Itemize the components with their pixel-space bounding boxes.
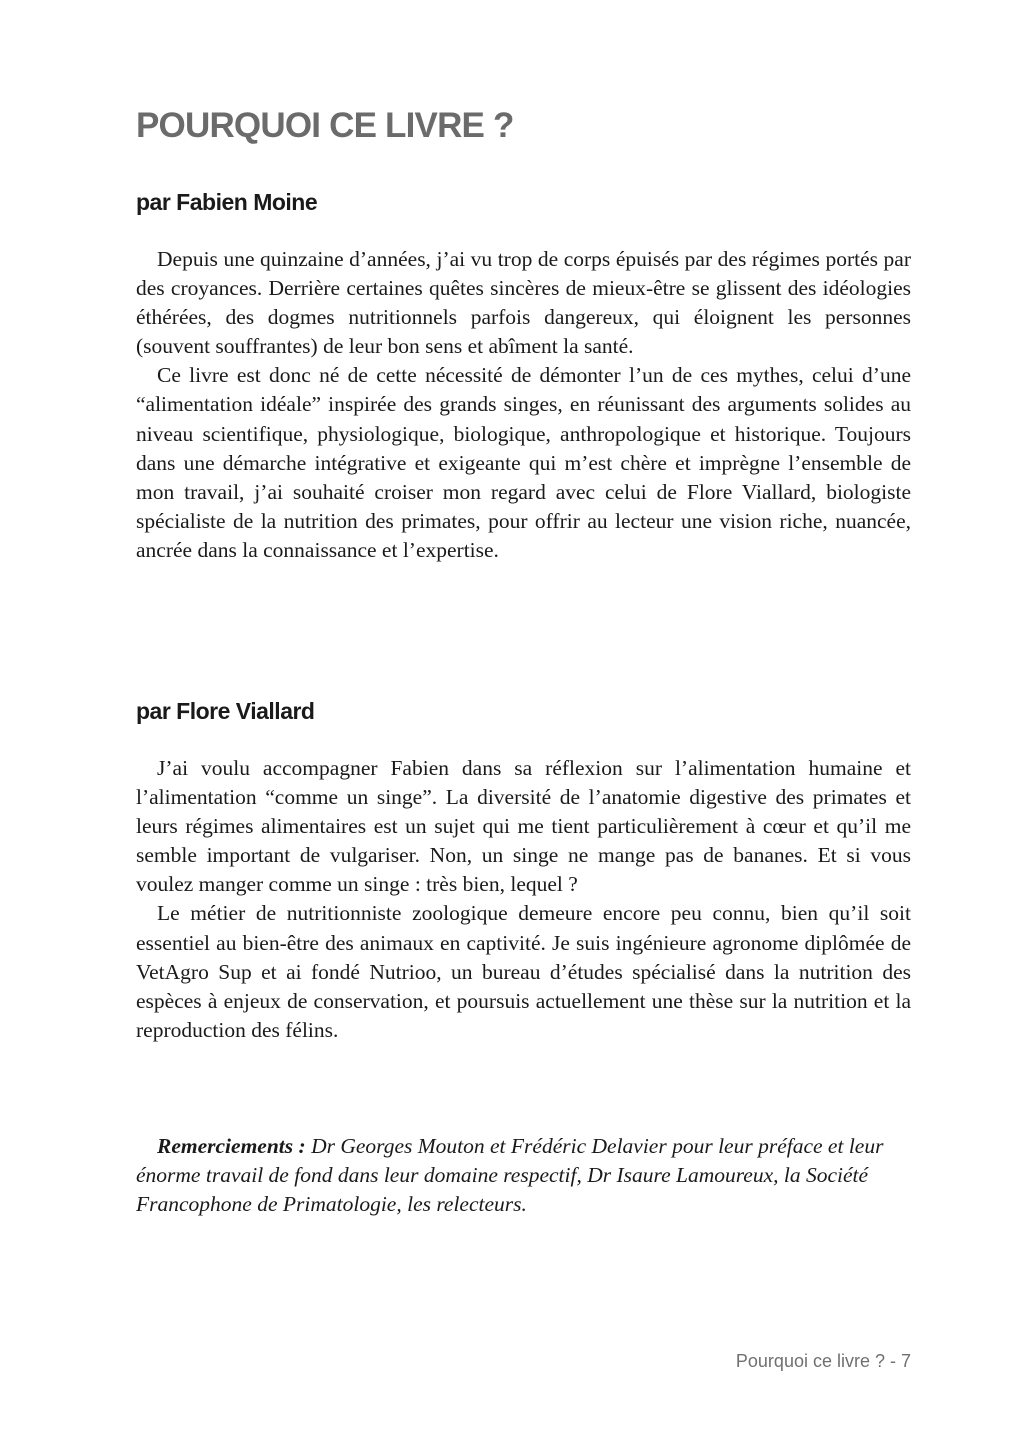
author-heading-flore: par Flore Viallard (136, 698, 315, 724)
page-footer: Pourquoi ce livre ? - 7 (735, 1351, 911, 1371)
paragraph: Ce livre est donc né de cette nécessité de démonter l’un de ces mythes, celui d’une “alimentation idéale” inspirée des grands singes, en réunissant des arguments solides au niveau scientifique, physiologique, biologique, anthropologique et historique. Toujours dans une démarche intégrative et exigeante qui m’est chère et imprègne l’ensemble de mon travail, j’ai souhaité croiser mon regard avec celui de Flore Viallard, biologiste spécialiste de la nutrition des primates, pour offrir au lecteur une vision riche, nuancée, ancrée dans la connaissance et l’expertise. (136, 363, 911, 562)
author-heading-fabien: par Fabien Moine (136, 189, 318, 215)
acknowledgements-label: Remerciements : (157, 1134, 306, 1158)
acknowledgements (136, 1132, 911, 1219)
acknowledgements-text: Dr Georges Mouton et Frédéric Delavier pour leur préface et leur énorme travail de fond dans leur domaine respectif, Dr Isaure Lamoureux, la Société Francophone de Primatologie, les relecteurs. (136, 1134, 884, 1217)
section-fabien-text (136, 245, 911, 565)
paragraph: Depuis une quinzaine d’années, j’ai vu trop de corps épuisés par des régimes portés par des croyances. Derrière certaines quêtes sincères de mieux-être se glissent des idéologies éthérées, des dogmes nutritionnels parfois dangereux, qui éloignent les personnes (souvent souffrantes) de leur bon sens et abîment la santé. (136, 247, 911, 359)
section-flore-text (136, 754, 911, 1045)
paragraph: Le métier de nutritionniste zoologique demeure encore peu connu, bien qu’il soit essentiel au bien-être des animaux en captivité. Je suis ingénieure agronome diplômée de VetAgro Sup et ai fondé Nutrioo, un bureau d’études spécialisé dans la nutrition des espèces à enjeux de conservation, et poursuis actuellement une thèse sur la nutrition et la reproduction des félins. (136, 901, 911, 1042)
page-title: POURQUOI CE LIVRE ? (136, 106, 514, 145)
paragraph: J’ai voulu accompagner Fabien dans sa réflexion sur l’alimentation humaine et l’alimentation “comme un singe”. La diversité de l’anatomie digestive des primates et leurs régimes alimentaires est un sujet qui me tient particulièrement à cœur et qu’il me semble important de vulgariser. Non, un singe ne mange pas de bananes. Et si vous voulez manger comme un singe : très bien, lequel ? (136, 756, 911, 897)
